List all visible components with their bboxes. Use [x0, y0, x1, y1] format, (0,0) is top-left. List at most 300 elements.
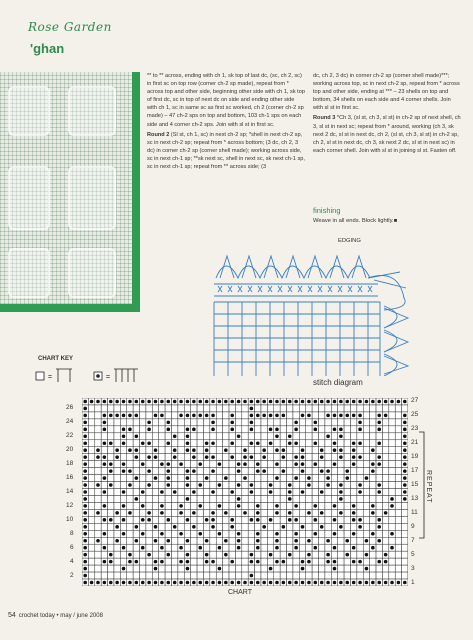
chart-cell [261, 440, 267, 447]
chart-cell [114, 433, 120, 440]
chart-cell [191, 551, 197, 558]
chart-dot [339, 581, 343, 585]
chart-cell [319, 530, 325, 537]
chart-cell [363, 447, 369, 454]
chart-cell [223, 530, 229, 537]
chart-cell [88, 454, 94, 461]
row-number-right: 1 [411, 578, 415, 586]
instructions-column-2 [313, 72, 461, 157]
chart-dot [154, 414, 158, 418]
chart-cell [299, 516, 305, 523]
chart-cell [363, 523, 369, 530]
chart-dot [390, 532, 394, 536]
chart-dot [192, 581, 196, 585]
chart-cell [114, 461, 120, 468]
chart-cell [88, 537, 94, 544]
chart-dot [83, 574, 87, 578]
chart-cell [203, 530, 209, 537]
chart-cell [101, 495, 107, 502]
chart-cell [171, 482, 177, 489]
chart-dot [377, 414, 381, 418]
chart-dot [365, 581, 369, 585]
chart-cell [344, 495, 350, 502]
chart-cell [293, 495, 299, 502]
chart-cell [108, 495, 114, 502]
chart-dot [262, 455, 266, 459]
chart-cell [191, 419, 197, 426]
chart-cell [184, 572, 190, 579]
chart-dot [250, 414, 254, 418]
chart-cell [152, 426, 158, 433]
chart-dot [128, 400, 132, 404]
chart-cell [133, 489, 139, 496]
chart-dot [339, 490, 343, 494]
chart-cell [197, 565, 203, 572]
chart-cell [197, 405, 203, 412]
chart-dot [141, 504, 145, 508]
chart-cell [184, 509, 190, 516]
chart-cell [165, 530, 171, 537]
chart-dot [358, 421, 362, 425]
chart-dot [160, 400, 164, 404]
chart-cell [223, 565, 229, 572]
instructions-paragraph: dc, ch 2, 3 dc) in corner ch-2 sp (corner shell made)***; working across top, sc in next ch-2 sp, repeat from * across top and other side, ending at *** – 23 shells on top and bottom, 34 shells on each side and 4 corner shells. Join with sl st in first sc. [313, 73, 460, 112]
chart-cell [370, 565, 376, 572]
chart-cell [191, 565, 197, 572]
chart-cell [229, 537, 235, 544]
chart-dot [262, 448, 266, 452]
chart-cell [357, 530, 363, 537]
chart-cell [127, 523, 133, 530]
chart-cell [184, 544, 190, 551]
chart-cell [344, 447, 350, 454]
chart-cell [159, 440, 165, 447]
chart-cell [223, 523, 229, 530]
chart-dot [211, 560, 215, 564]
chart-dot [135, 400, 139, 404]
chart-cell [267, 419, 273, 426]
chart-cell [146, 405, 152, 412]
chart-cell [357, 447, 363, 454]
chart-dot [122, 532, 126, 536]
chart-cell [389, 523, 395, 530]
chart-cell [108, 523, 114, 530]
chart-dot [192, 414, 196, 418]
chart-dot [345, 400, 349, 404]
chart-cell [120, 447, 126, 454]
chart-dot [122, 428, 126, 432]
chart-dot [83, 539, 87, 543]
chart-dot [371, 469, 375, 473]
chart-cell [261, 419, 267, 426]
chart-dot [237, 435, 241, 439]
chart-dot [301, 581, 305, 585]
chart-cell [120, 537, 126, 544]
chart-dot [339, 448, 343, 452]
chart-cell [376, 405, 382, 412]
chart-cell [159, 572, 165, 579]
chart-cell [350, 419, 356, 426]
chart-cell [248, 544, 254, 551]
chart-cell [223, 516, 229, 523]
chart-cell [280, 405, 286, 412]
row-number-left: 12 [66, 501, 74, 509]
chart-cell [95, 516, 101, 523]
chart-cell [331, 482, 337, 489]
chart-dot [179, 532, 183, 536]
chart-cell [101, 572, 107, 579]
chart-cell [325, 495, 331, 502]
chart-dot [333, 462, 337, 466]
chart-dot [147, 483, 151, 487]
chart-cell [382, 523, 388, 530]
chart-dot [371, 504, 375, 508]
chart-dot [294, 532, 298, 536]
chart-cell [140, 419, 146, 426]
chart-cell [267, 558, 273, 565]
filet-chart [82, 398, 408, 586]
chart-dot [275, 546, 279, 550]
chart-cell [267, 433, 273, 440]
chart-dot [211, 525, 215, 529]
chart-dot [358, 560, 362, 564]
chart-dot [186, 518, 190, 522]
chart-cell [255, 489, 261, 496]
chart-dot [275, 511, 279, 515]
chart-dot [256, 504, 260, 508]
chart-cell [203, 565, 209, 572]
chart-cell [287, 530, 293, 537]
chart-dot [339, 483, 343, 487]
chart-cell [312, 433, 318, 440]
chart-dot [345, 581, 349, 585]
chart-dot [192, 525, 196, 529]
repeat-bracket [418, 430, 428, 540]
chart-dot [250, 400, 254, 404]
chart-cell [88, 489, 94, 496]
chart-cell [363, 495, 369, 502]
chart-cell [178, 565, 184, 572]
chart-cell [363, 544, 369, 551]
chart-cell [197, 551, 203, 558]
chart-cell [274, 572, 280, 579]
chart-cell [395, 405, 401, 412]
chart-cell [389, 489, 395, 496]
chart-dot [294, 539, 298, 543]
chart-dot [275, 476, 279, 480]
chart-cell [293, 412, 299, 419]
chart-dot [333, 560, 337, 564]
chart-dot [186, 476, 190, 480]
instructions-round-2 [147, 131, 305, 171]
row-number-right: 21 [411, 439, 419, 447]
chart-cell [197, 537, 203, 544]
chart-cell [178, 419, 184, 426]
chart-cell [338, 551, 344, 558]
chart-dot [135, 581, 139, 585]
chart-cell [223, 433, 229, 440]
stitch-diagram-caption: stitch diagram [313, 378, 363, 387]
chart-dot [237, 546, 241, 550]
chart-dot [307, 553, 311, 557]
chart-cell [127, 454, 133, 461]
chart-cell [395, 523, 401, 530]
chart-cell [402, 565, 408, 572]
chart-cell [114, 482, 120, 489]
chart-dot [371, 511, 375, 515]
chart-dot [160, 490, 164, 494]
chart-dot [128, 581, 132, 585]
chart-dot [269, 553, 273, 557]
chart-cell [203, 461, 209, 468]
chart-cell [216, 537, 222, 544]
chart-dot [122, 546, 126, 550]
chart-cell [95, 495, 101, 502]
chart-dot [333, 428, 337, 432]
repeat-label: REPEAT [425, 470, 432, 504]
chart-cell [344, 482, 350, 489]
chart-cell [108, 405, 114, 412]
chart-dot [135, 539, 139, 543]
chart-dot [358, 400, 362, 404]
chart-cell [389, 482, 395, 489]
chart-cell [312, 482, 318, 489]
chart-cell [363, 419, 369, 426]
chart-cell [229, 509, 235, 516]
chart-cell [203, 419, 209, 426]
chart-cell [210, 551, 216, 558]
chart-cell [402, 530, 408, 537]
chart-cell [210, 495, 216, 502]
chart-dot [314, 532, 318, 536]
chart-cell [152, 461, 158, 468]
chart-dot [250, 518, 254, 522]
title-script: Rose Garden [28, 20, 112, 34]
chart-dot [186, 560, 190, 564]
chart-cell [312, 537, 318, 544]
chart-cell [357, 475, 363, 482]
chart-dot [333, 414, 337, 418]
chart-cell [350, 475, 356, 482]
chart-cell [306, 447, 312, 454]
chart-cell [108, 419, 114, 426]
chart-dot [179, 546, 183, 550]
chart-cell [203, 509, 209, 516]
chart-cell [95, 502, 101, 509]
chart-cell [210, 447, 216, 454]
chart-cell [293, 509, 299, 516]
chart-cell [306, 489, 312, 496]
chart-dot [173, 448, 177, 452]
chart-cell [146, 572, 152, 579]
chart-cell [235, 565, 241, 572]
chart-cell [319, 558, 325, 565]
chart-dot [230, 455, 234, 459]
chart-cell [197, 516, 203, 523]
chart-cell [140, 495, 146, 502]
chart-cell [274, 405, 280, 412]
chart-dot [141, 546, 145, 550]
chart-dot [147, 441, 151, 445]
chart-cell [140, 482, 146, 489]
chart-dot [403, 448, 407, 452]
chart-cell [370, 489, 376, 496]
chart-cell [197, 523, 203, 530]
chart-cell [325, 544, 331, 551]
chart-dot [384, 414, 388, 418]
chart-dot [294, 400, 298, 404]
chart-dot [262, 581, 266, 585]
chart-dot [294, 581, 298, 585]
chart-cell [331, 551, 337, 558]
chart-cell [88, 558, 94, 565]
chart-cell [344, 558, 350, 565]
chart-cell [267, 454, 273, 461]
chart-dot [301, 525, 305, 529]
chart-cell [363, 502, 369, 509]
chart-cell [178, 489, 184, 496]
chart-cell [191, 482, 197, 489]
chart-cell [389, 412, 395, 419]
chart-dot [262, 525, 266, 529]
chart-cell [338, 502, 344, 509]
chart-cell [299, 475, 305, 482]
chart-dot [269, 518, 273, 522]
chart-cell [344, 461, 350, 468]
chart-cell [248, 468, 254, 475]
chart-dot [250, 421, 254, 425]
chart-cell [120, 572, 126, 579]
chart-dot [377, 539, 381, 543]
chart-cell [325, 509, 331, 516]
chart-cell [229, 530, 235, 537]
chart-dot [109, 469, 113, 473]
chart-dot [211, 469, 215, 473]
chart-cell [267, 495, 273, 502]
chart-cell [325, 565, 331, 572]
chart-cell [363, 530, 369, 537]
chart-cell [363, 489, 369, 496]
chart-cell [280, 475, 286, 482]
chart-dot [103, 504, 107, 508]
chart-cell [197, 454, 203, 461]
chart-dot [237, 462, 241, 466]
chart-cell [88, 565, 94, 572]
chart-dot [314, 518, 318, 522]
key-equals-open: = [48, 374, 53, 381]
chart-cell [338, 468, 344, 475]
chart-dot [358, 483, 362, 487]
chart-dot [83, 490, 87, 494]
chart-dot [250, 581, 254, 585]
chart-cell [114, 405, 120, 412]
footer-text: crochet today • may / june 2008 [18, 613, 103, 619]
chart-dot [384, 553, 388, 557]
chart-cell [331, 495, 337, 502]
chart-dot [211, 511, 215, 515]
chart-cell [108, 454, 114, 461]
chart-dot [275, 539, 279, 543]
chart-dot [339, 525, 343, 529]
chart-cell [248, 565, 254, 572]
chart-cell [280, 572, 286, 579]
chart-cell [261, 537, 267, 544]
chart-cell [184, 405, 190, 412]
chart-dot [135, 525, 139, 529]
finishing-heading: finishing [313, 206, 341, 215]
chart-dot [186, 581, 190, 585]
chart-cell [146, 447, 152, 454]
chart-dot [103, 441, 107, 445]
chart-cell [197, 433, 203, 440]
chart-dot [83, 511, 87, 515]
chart-cell [108, 475, 114, 482]
chart-cell [216, 489, 222, 496]
chart-dot [256, 469, 260, 473]
chart-dot [301, 414, 305, 418]
chart-cell [242, 412, 248, 419]
chart-cell [95, 572, 101, 579]
chart-cell [306, 426, 312, 433]
chart-dot [96, 455, 100, 459]
chart-dot [243, 511, 247, 515]
chart-cell [325, 447, 331, 454]
chart-cell [376, 509, 382, 516]
chart-cell [146, 558, 152, 565]
chart-cell [338, 461, 344, 468]
chart-cell [114, 426, 120, 433]
chart-cell [261, 489, 267, 496]
chart-dot [352, 400, 356, 404]
chart-dot [352, 455, 356, 459]
chart-cell [229, 502, 235, 509]
chart-dot [186, 435, 190, 439]
chart-cell [242, 468, 248, 475]
chart-dot [320, 469, 324, 473]
chart-dot [320, 581, 324, 585]
chart-cell [376, 502, 382, 509]
chart-cell [101, 482, 107, 489]
chart-cell [146, 544, 152, 551]
chart-dot [154, 567, 158, 571]
chart-cell [248, 537, 254, 544]
chart-cell [370, 523, 376, 530]
chart-cell [229, 495, 235, 502]
chart-dot [83, 553, 87, 557]
chart-cell [178, 551, 184, 558]
chart-cell [338, 565, 344, 572]
chart-cell [114, 495, 120, 502]
chart-cell [127, 502, 133, 509]
chart-cell [152, 440, 158, 447]
chart-dot [205, 553, 209, 557]
chart-cell [261, 426, 267, 433]
chart-cell [287, 447, 293, 454]
chart-dot [314, 428, 318, 432]
chart-cell [344, 565, 350, 572]
chart-cell [389, 419, 395, 426]
chart-dot [167, 462, 171, 466]
chart-dot [128, 469, 132, 473]
chart-cell [114, 440, 120, 447]
chart-cell [319, 440, 325, 447]
chart-dot [282, 581, 286, 585]
chart-cell [216, 405, 222, 412]
chart-cell [88, 440, 94, 447]
chart-dot [237, 469, 241, 473]
row-number-right: 3 [411, 564, 415, 572]
chart-dot [326, 435, 330, 439]
